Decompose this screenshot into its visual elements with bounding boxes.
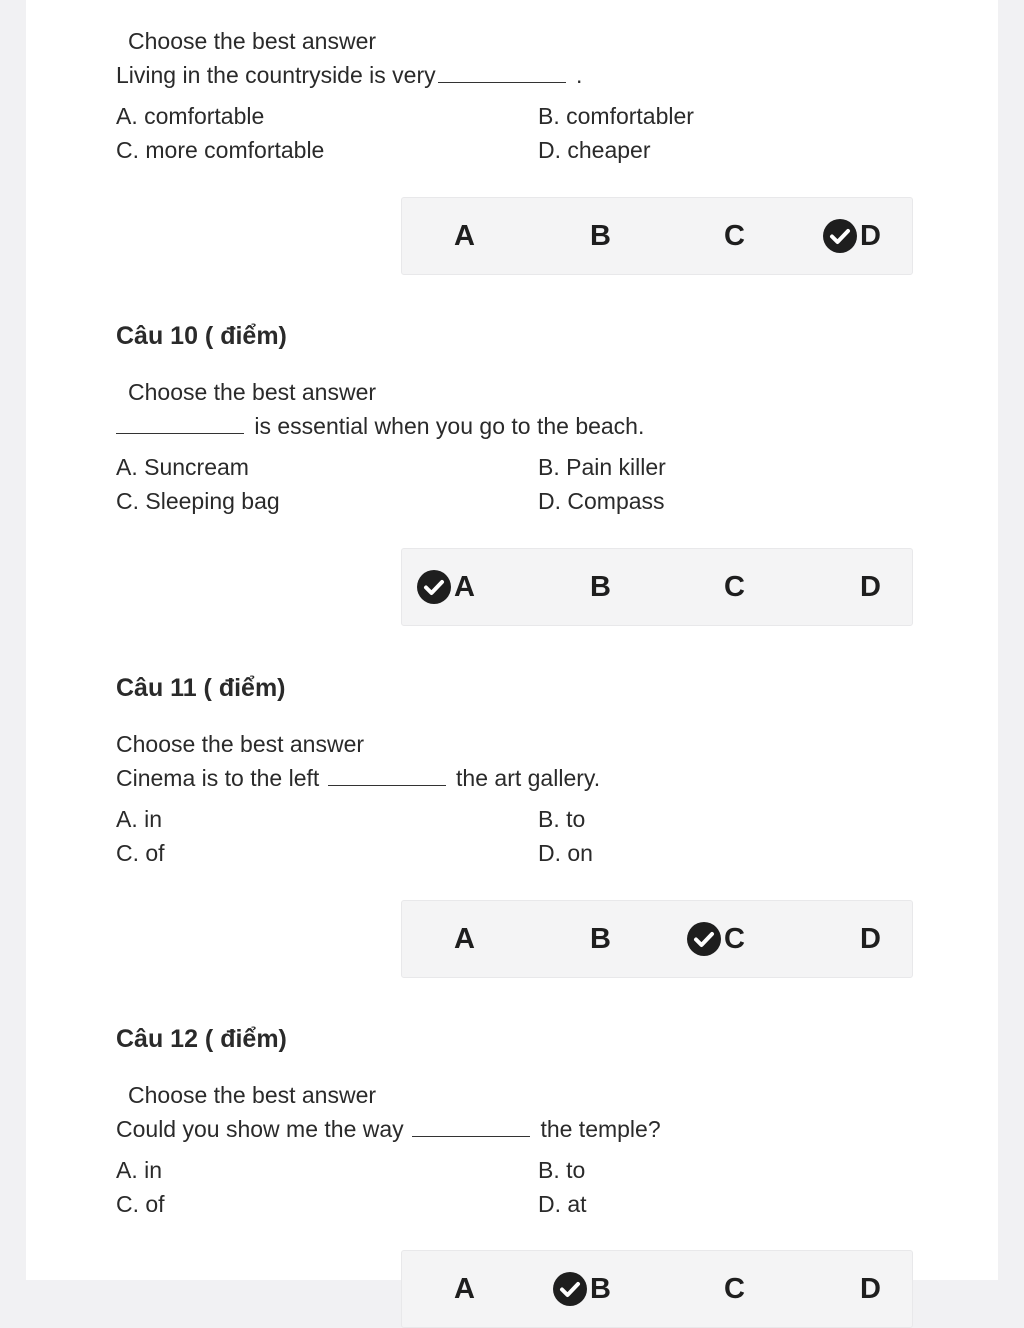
option-d: D. at [538, 1191, 587, 1217]
option-a: A. in [116, 1157, 163, 1183]
answer-choice-d[interactable]: D [860, 1272, 881, 1305]
answer-blank [438, 81, 566, 83]
check-circle-icon [553, 1272, 587, 1306]
option-a: A. in [116, 806, 163, 832]
option-b: B. to [538, 1157, 586, 1183]
stem-text-after: is essential when you go to the beach. [254, 413, 645, 439]
answer-choice-b[interactable]: B [590, 922, 611, 955]
option-b: B. comfortabler [538, 103, 694, 129]
option-d: D. on [538, 840, 593, 866]
question-title: Câu 10 ( điểm) [116, 322, 287, 350]
question-stem [116, 62, 582, 89]
question-stem [116, 765, 600, 792]
question-stem [116, 413, 644, 440]
stem-text-after: the temple? [540, 1116, 661, 1142]
answer-selector [401, 548, 913, 626]
stem-text-after: the art gallery. [456, 765, 601, 791]
answer-choice-c[interactable]: C [724, 1272, 745, 1305]
option-c: C. of [116, 840, 165, 866]
check-circle-icon [687, 922, 721, 956]
check-circle-icon [417, 570, 451, 604]
option-d: D. cheaper [538, 137, 651, 163]
option-d: D. Compass [538, 488, 665, 514]
answer-choice-b[interactable]: B [590, 219, 611, 252]
answer-choice-a[interactable]: A [454, 219, 475, 252]
option-c: C. of [116, 1191, 165, 1217]
answer-selector [401, 900, 913, 978]
stem-text-after: . [569, 62, 583, 88]
question-instruction: Choose the best answer [116, 731, 365, 757]
answer-choice-a[interactable]: A [355, 549, 475, 625]
answer-selector [401, 1250, 913, 1328]
answer-selector [401, 197, 913, 275]
question-title: Câu 11 ( điểm) [116, 674, 286, 702]
answer-choice-c[interactable]: C [625, 901, 745, 977]
option-a: A. Suncream [116, 454, 249, 480]
stem-text-before: Living in the countryside is very [116, 62, 436, 88]
answer-choice-a[interactable]: A [454, 1272, 475, 1305]
answer-choice-d[interactable]: D [860, 922, 881, 955]
option-a: A. comfortable [116, 103, 265, 129]
option-b: B. to [538, 806, 586, 832]
question-instruction: Choose the best answer [128, 379, 377, 405]
option-c: C. Sleeping bag [116, 488, 280, 514]
stem-text-before: Could you show me the way [116, 1116, 404, 1142]
question-stem [116, 1116, 661, 1143]
stem-text-before: Cinema is to the left [116, 765, 320, 791]
answer-choice-b[interactable]: B [590, 570, 611, 603]
check-circle-icon [823, 219, 857, 253]
question-instruction: Choose the best answer [128, 1082, 377, 1108]
answer-choice-d[interactable]: D [860, 570, 881, 603]
answer-choice-c[interactable]: C [724, 219, 745, 252]
answer-blank [328, 784, 446, 786]
question-title: Câu 12 ( điểm) [116, 1025, 287, 1053]
option-b: B. Pain killer [538, 454, 666, 480]
answer-blank [412, 1135, 530, 1137]
quiz-sheet [26, 0, 998, 1305]
question-instruction: Choose the best answer [128, 28, 377, 54]
answer-choice-c[interactable]: C [724, 570, 745, 603]
answer-choice-d[interactable]: D [761, 198, 881, 274]
option-c: C. more comfortable [116, 137, 325, 163]
answer-blank [116, 432, 244, 434]
answer-choice-a[interactable]: A [454, 922, 475, 955]
answer-choice-b[interactable]: B [491, 1251, 611, 1327]
